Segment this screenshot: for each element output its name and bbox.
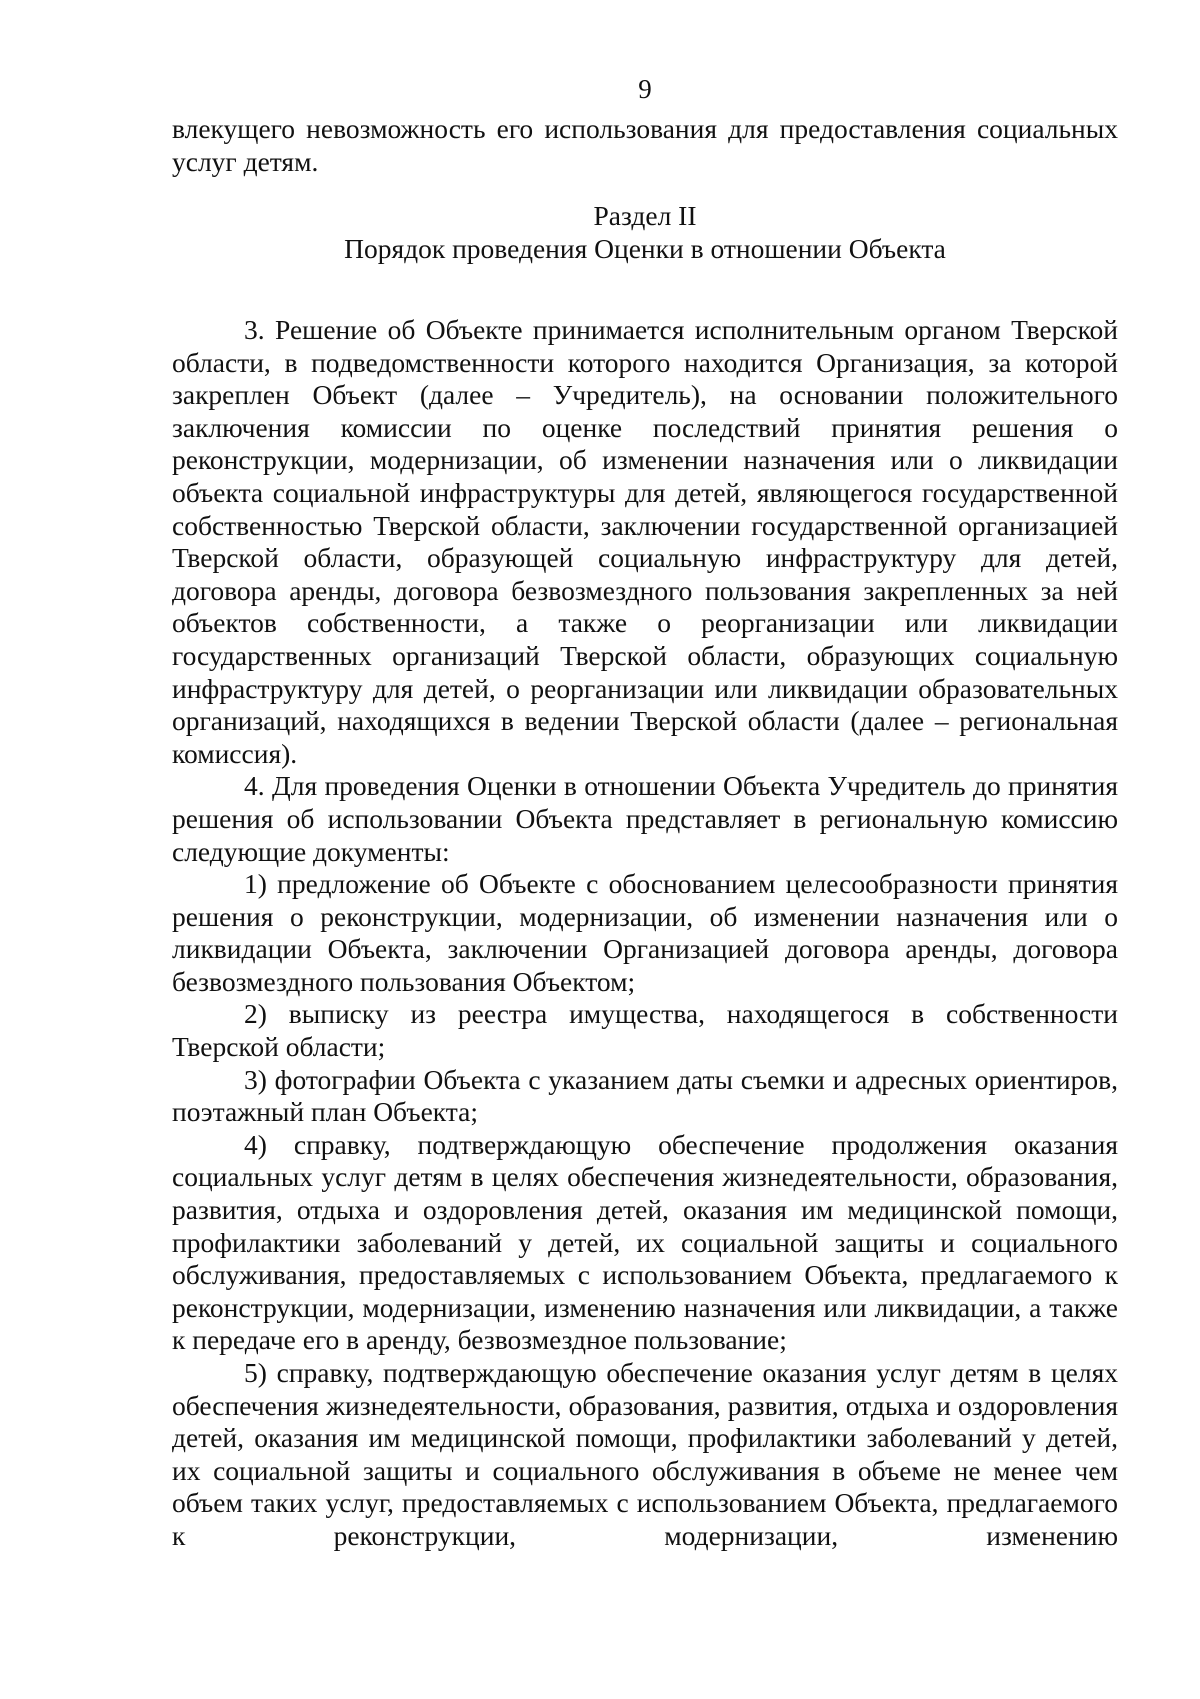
paragraph-4: 4. Для проведения Оценки в отношении Объекта Учредитель до принятия решения об использовании Объекта представляет в региональную комиссию следующие документы: bbox=[172, 770, 1118, 867]
paragraph-continuation: влекущего невозможность его использования для предоставления социальных услуг детям. bbox=[172, 113, 1118, 177]
list-item-4: 4) справку, подтверждающую обеспечение продолжения оказания социальных услуг детям в целях обеспечения жизнедеятельности, образования, развития, отдыха и оздоровления детей, оказания им медицинской помощи, профилактики заболеваний у детей, их социальной защиты и социального обслуживания, предоставляемых с использованием Объекта, предлагаемого к реконструкции, модернизации, изменению назначения или ликвидации, а также к передаче его в аренду, безвозмездное пользование; bbox=[172, 1128, 1118, 1356]
page-number: 9 bbox=[638, 74, 652, 104]
list-item-5: 5) справку, подтверждающую обеспечение оказания услуг детям в целях обеспечения жизнедеятельности, образования, развития, отдыха и оздоровления детей, оказания им медицинской помощи, профилактики заболеваний у детей, их социальной защиты и социального обслуживания в объеме не менее чем объем таких услуг, предоставляемых с использованием Объекта, предлагаемого к реконструкции, модернизации, изменению bbox=[172, 1357, 1118, 1551]
section-body bbox=[172, 314, 1118, 1553]
list-item-1: 1) предложение об Объекте с обоснованием целесообразности принятия решения о реконструкции, модернизации, об изменении назначения или о ликвидации Объекта, заключении Организацией договора аренды, договора безвозмездного пользования Объектом; bbox=[172, 868, 1118, 997]
section-heading bbox=[172, 200, 1118, 265]
section-label: Раздел II bbox=[593, 200, 697, 231]
continuation-paragraph bbox=[172, 113, 1118, 178]
list-item-2: 2) выписку из реестра имущества, находящегося в собственности Тверской области; bbox=[172, 998, 1118, 1063]
list-item-3: 3) фотографии Объекта с указанием даты съемки и адресных ориентиров, поэтажный план Объекта; bbox=[172, 1063, 1118, 1128]
paragraph-3: 3. Решение об Объекте принимается исполнительным органом Тверской области, в подведомственности которого находится Организация, за которой закреплен Объект (далее – Учредитель), на основании положительного заключения комиссии по оценке последствий принятия решения о реконструкции, модернизации, об изменении назначения или о ликвидации объекта социальной инфраструктуры для детей, являющегося государственной собственностью Тверской области, заключении государственной организацией Тверской области, образующей социальную инфраструктуру для детей, договора аренды, договора безвозмездного пользования закрепленных за ней объектов собственности, а также о реорганизации или ликвидации государственных организаций Тверской области, образующих социальную инфраструктуру для детей, о реорганизации или ликвидации образовательных организаций, находящихся в ведении Тверской области (далее – региональная комиссия). bbox=[172, 314, 1118, 769]
section-title: Порядок проведения Оценки в отношении Объекта bbox=[344, 232, 946, 264]
